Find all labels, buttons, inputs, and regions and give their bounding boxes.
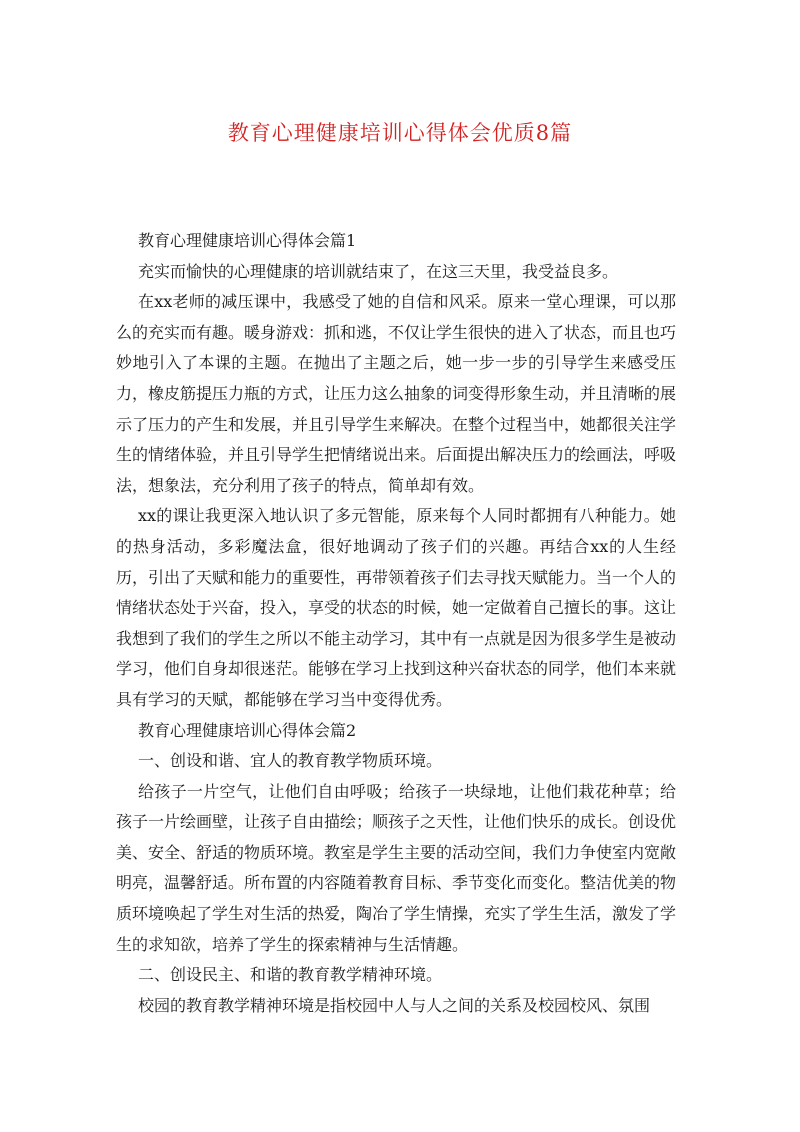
paragraph: 二、创设民主、和谐的教育教学精神环境。 (138, 965, 443, 985)
paragraph: 校园的教育教学精神环境是指校园中人与人之间的关系及校园校风、氛围 (138, 995, 651, 1015)
document-body (116, 226, 676, 1021)
paragraph: 在xx老师的减压课中，我感受了她的自信和风采。原来一堂心理课，可以那么的充实而有趣。暖身游戏：抓和逃，不仅让学生很快的进入了状态，而且也巧妙地引入了本课的主题。在抛出了主题之后，她一步一步的引导学生来感受压力，橡皮筋提压力瓶的方式，让压力这么抽象的词变得形象生动，并且清晰的展示了压力的产生和发展，并且引导学生来解决。在整个过程当中，她都很关注学生的情绪体验，并且引导学生把情绪说出来。后面提出解决压力的绘画法，呼吸法，想象法，充分利用了孩子的特点，简单却有效。 (116, 292, 677, 495)
document-title: 教育心理健康培训心得体会优质8篇 (227, 121, 573, 145)
section-heading: 教育心理健康培训心得体会篇2 (138, 720, 357, 740)
paragraph: 一、创设和谐、宜人的教育教学物质环境。 (138, 751, 443, 771)
paragraph: 给孩子一片空气，让他们自由呼吸；给孩子一块绿地，让他们栽花种草；给孩子一片绘画壁，让孩子自由描绘；顺孩子之天性，让他们快乐的成长。创设优美、安全、舒适的物质环境。教室是学生主要的活动空间，我们力争使室内宽敞明亮，温馨舒适。所布置的内容随着教育目标、季节变化而变化。整洁优美的物质环境唤起了学生对生活的热爱，陶冶了学生情操，充实了学生生活，激发了学生的求知欲，培养了学生的探索精神与生活情趣。 (116, 781, 677, 954)
section-heading: 教育心理健康培训心得体会篇1 (138, 231, 357, 250)
paragraph: xx的课让我更深入地认识了多元智能，原来每个人同时都拥有八种能力。她的热身活动，多彩魔法盒，很好地调动了孩子们的兴趣。再结合xx的人生经历，引出了天赋和能力的重要性，再带领着孩子们去寻找天赋能力。当一个人的情绪状态处于兴奋，投入，享受的状态的时候，她一定做着自己擅长的事。这让我想到了我们的学生之所以不能主动学习，其中有一点就是因为很多学生是被动学习，他们自身却很迷茫。能够在学习上找到这种兴奋状态的同学，他们本来就具有学习的天赋，都能够在学习当中变得优秀。 (116, 506, 677, 709)
paragraph: 充实而愉快的心理健康的培训就结束了，在这三天里，我受益良多。 (138, 261, 619, 281)
